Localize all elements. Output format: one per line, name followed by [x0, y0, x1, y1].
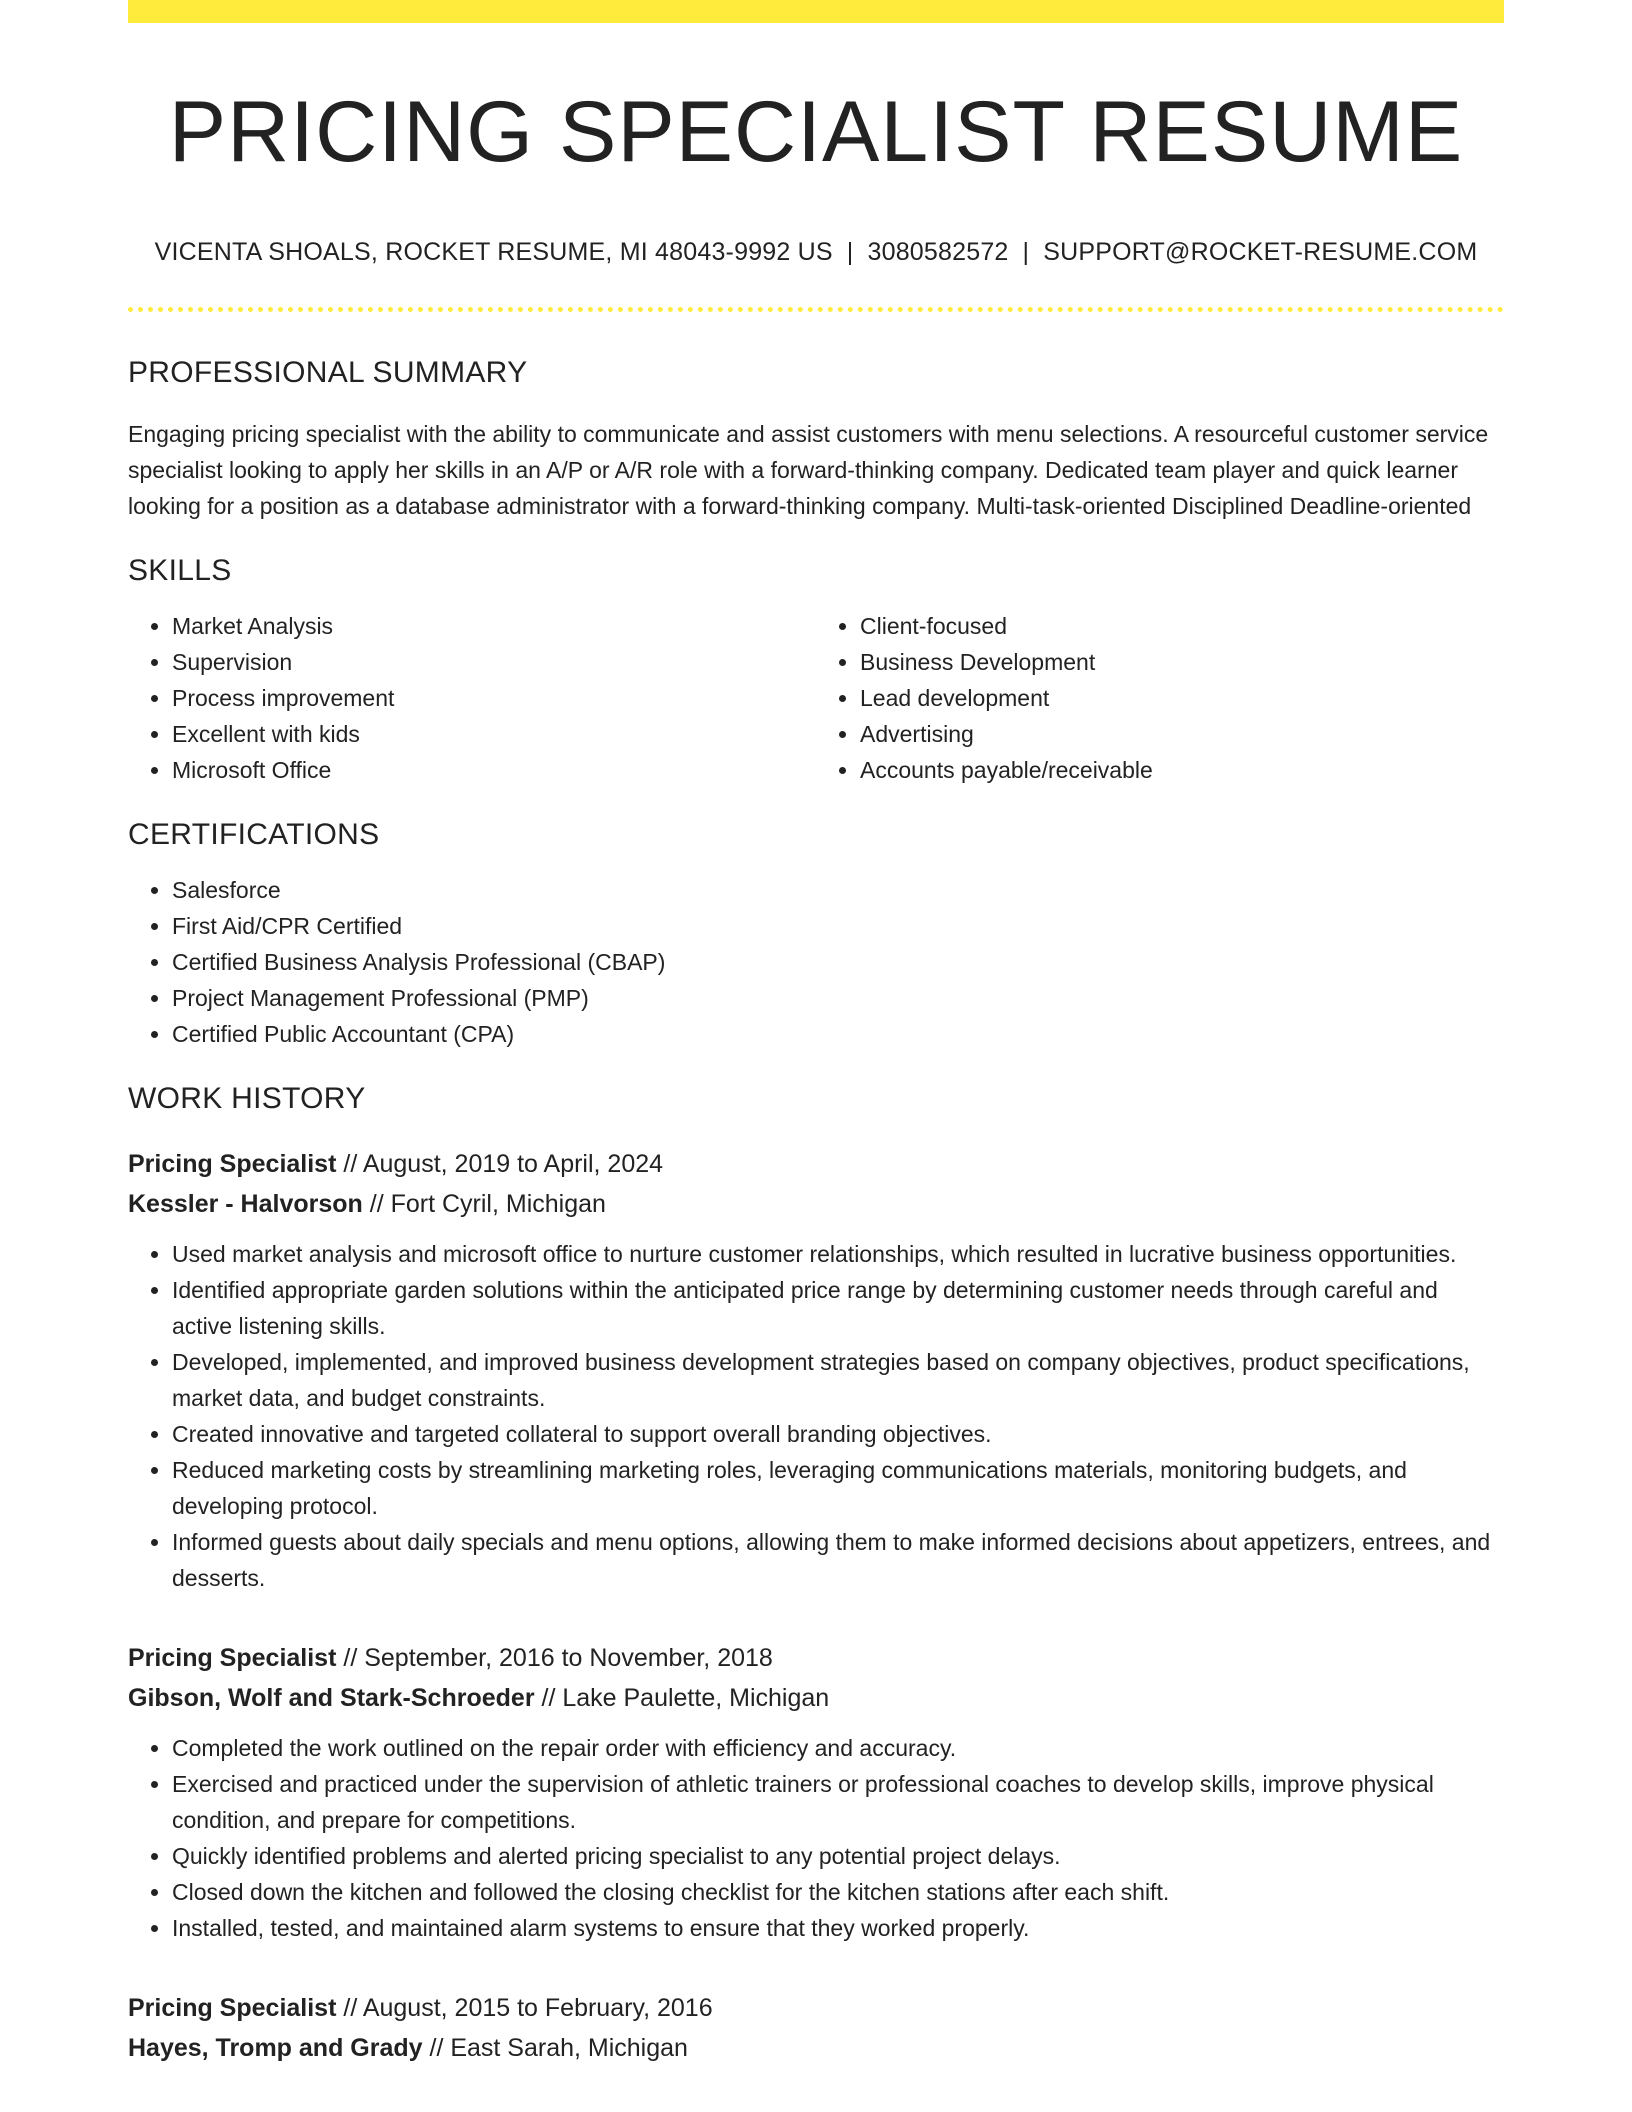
- job-bullet: • Quickly identified problems and alerted pricing specialist to any potential project delays.: [172, 1838, 1504, 1874]
- skill-item: • Lead development: [860, 680, 1504, 716]
- contact-phone: 3080582572: [867, 237, 1009, 266]
- job-bullet: • Closed down the kitchen and followed the closing checklist for the kitchen stations after each shift.: [172, 1874, 1504, 1910]
- job-title: Pricing Specialist: [128, 1643, 337, 1672]
- certification-item: • First Aid/CPR Certified: [172, 908, 1504, 944]
- job-entry: [128, 1988, 1504, 2068]
- job-company: Kessler - Halvorson: [128, 1189, 363, 1218]
- certification-item: • Salesforce: [172, 872, 1504, 908]
- job-company: Gibson, Wolf and Stark-Schroeder: [128, 1683, 535, 1712]
- skill-item: • Microsoft Office: [172, 752, 816, 788]
- job-dates: // September, 2016 to November, 2018: [336, 1643, 773, 1672]
- accent-bar: [128, 0, 1504, 23]
- job-entry: [128, 1144, 1504, 1596]
- skill-item: • Supervision: [172, 644, 816, 680]
- contact-separator: |: [846, 237, 854, 266]
- job-dates: // August, 2019 to April, 2024: [336, 1149, 664, 1178]
- skill-item: • Excellent with kids: [172, 716, 816, 752]
- summary-section: [128, 356, 1504, 524]
- skills-section: [128, 554, 1504, 788]
- skills-left-column: [128, 608, 816, 788]
- job-bullets: [128, 1730, 1504, 1946]
- job-title-line: [128, 1638, 1504, 1678]
- certification-item: • Certified Public Accountant (CPA): [172, 1016, 1504, 1052]
- job-bullet: • Identified appropriate garden solutions within the anticipated price range by determining customer needs through careful and active listening skills.: [172, 1272, 1504, 1344]
- summary-heading: PROFESSIONAL SUMMARY: [128, 355, 528, 389]
- job-company-line: [128, 1184, 1504, 1224]
- work-history-section: [128, 1082, 1504, 2068]
- job-title: Pricing Specialist: [128, 1993, 337, 2022]
- skills-heading: SKILLS: [128, 553, 232, 587]
- skill-item: • Accounts payable/receivable: [860, 752, 1504, 788]
- dotted-divider: [128, 307, 1504, 312]
- job-bullet: • Completed the work outlined on the repair order with efficiency and accuracy.: [172, 1730, 1504, 1766]
- job-title-line: [128, 1988, 1504, 2028]
- skill-item: • Process improvement: [172, 680, 816, 716]
- certification-item: • Certified Business Analysis Professional (CBAP): [172, 944, 1504, 980]
- contact-email: SUPPORT@ROCKET-RESUME.COM: [1043, 237, 1478, 266]
- job-location: // Lake Paulette, Michigan: [534, 1683, 830, 1712]
- job-bullets: [128, 1236, 1504, 1596]
- certifications-heading: CERTIFICATIONS: [128, 817, 380, 851]
- skills-grid: [128, 608, 1504, 788]
- job-title: Pricing Specialist: [128, 1149, 337, 1178]
- job-company: Hayes, Tromp and Grady: [128, 2033, 423, 2062]
- job-bullet: • Developed, implemented, and improved business development strategies based on company objectives, product specifications, market data, and budget constraints.: [172, 1344, 1504, 1416]
- job-bullet: • Reduced marketing costs by streamlining marketing roles, leveraging communications materials, monitoring budgets, and developing protocol.: [172, 1452, 1504, 1524]
- skills-right-column: [816, 608, 1504, 788]
- job-dates: // August, 2015 to February, 2016: [336, 1993, 713, 2022]
- contact-address: VICENTA SHOALS, ROCKET RESUME, MI 48043-9992 US: [154, 237, 833, 266]
- job-company-line: [128, 2028, 1504, 2068]
- certifications-list: [128, 872, 1504, 1052]
- job-bullet: • Installed, tested, and maintained alarm systems to ensure that they worked properly.: [172, 1910, 1504, 1946]
- job-company-line: [128, 1678, 1504, 1718]
- certification-item: • Project Management Professional (PMP): [172, 980, 1504, 1016]
- job-bullet: • Created innovative and targeted collateral to support overall branding objectives.: [172, 1416, 1504, 1452]
- skill-item: • Advertising: [860, 716, 1504, 752]
- skill-item: • Business Development: [860, 644, 1504, 680]
- resume-title: PRICING SPECIALIST RESUME: [168, 84, 1464, 180]
- job-title-line: [128, 1144, 1504, 1184]
- skill-item: • Client-focused: [860, 608, 1504, 644]
- job-location: // East Sarah, Michigan: [422, 2033, 688, 2062]
- job-bullet: • Used market analysis and microsoft office to nurture customer relationships, which resulted in lucrative business opportunities.: [172, 1236, 1504, 1272]
- job-location: // Fort Cyril, Michigan: [362, 1189, 606, 1218]
- job-bullet: • Informed guests about daily specials and menu options, allowing them to make informed decisions about appetizers, entrees, and desserts.: [172, 1524, 1504, 1596]
- skill-item: • Market Analysis: [172, 608, 816, 644]
- work-history-heading: WORK HISTORY: [128, 1081, 366, 1115]
- job-entry: [128, 1638, 1504, 1946]
- certifications-section: [128, 818, 1504, 1052]
- contact-line: [128, 238, 1504, 267]
- contact-separator: |: [1022, 237, 1030, 266]
- job-bullet: • Exercised and practiced under the supervision of athletic trainers or professional coaches to develop skills, improve physical condition, and prepare for competitions.: [172, 1766, 1504, 1838]
- resume-page: [128, 0, 1504, 2068]
- summary-text: Engaging pricing specialist with the ability to communicate and assist customers with menu selections. A resourceful customer service specialist looking to apply her skills in an A/P or A/R role with a forward-thinking company. Dedicated team player and quick learner looking for a position as a database administrator with a forward-thinking company. Multi-task-oriented Disciplined Deadline-oriented: [128, 420, 1489, 519]
